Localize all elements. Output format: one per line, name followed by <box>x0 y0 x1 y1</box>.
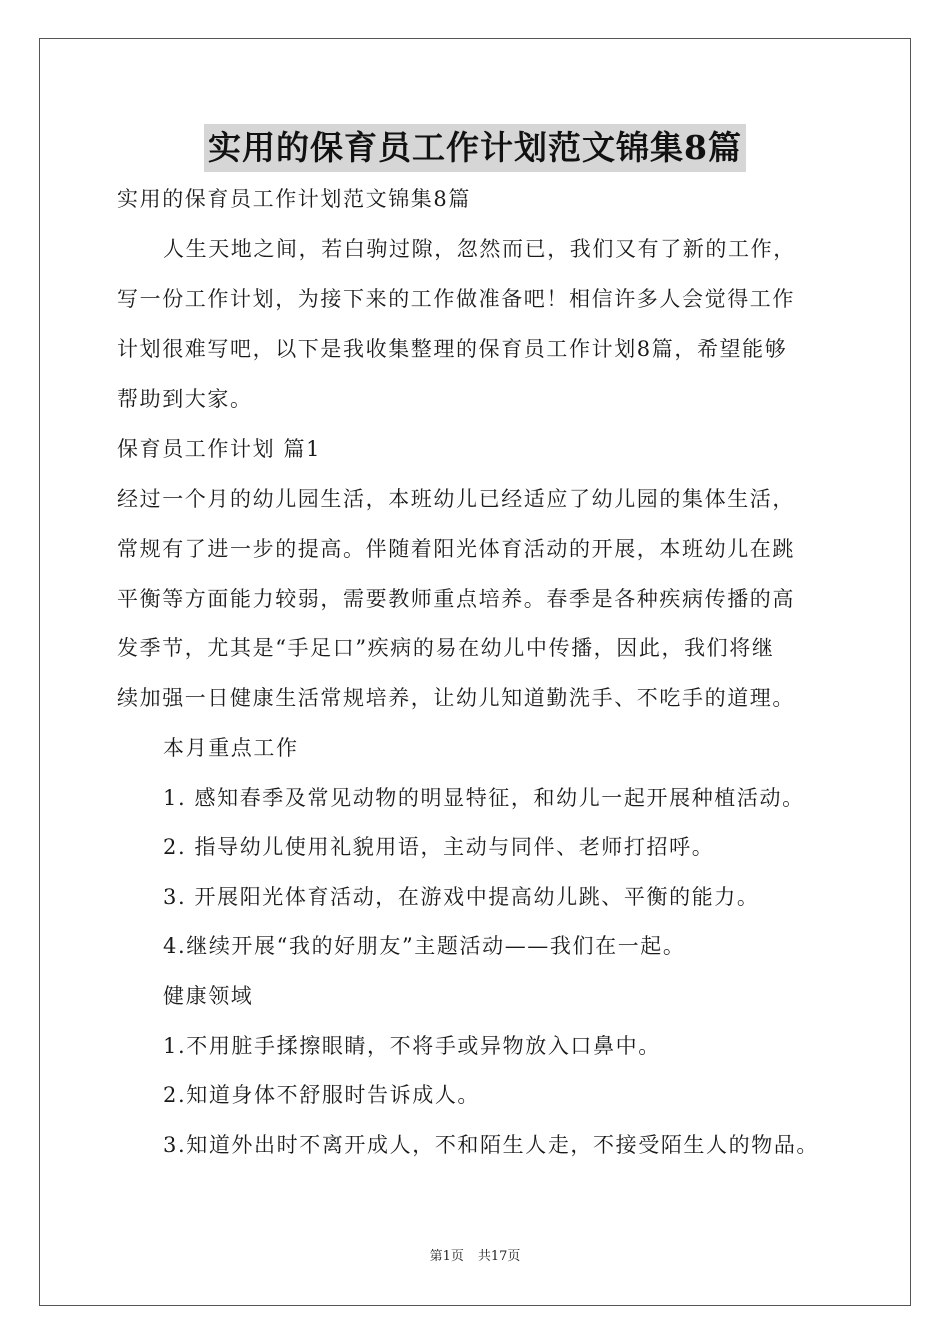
intro-line: 人生天地之间，若白驹过隙，忽然而已，我们又有了新的工作， <box>163 237 796 261</box>
document-title: 实用的保育员工作计划范文锦集8篇 <box>204 124 746 172</box>
health-heading: 健康领域 <box>163 984 254 1008</box>
page-number-total: 共17页 <box>477 1249 521 1264</box>
title-container <box>0 124 950 172</box>
focus-item: 4.继续开展“我的好朋友”主题活动——我们在一起。 <box>163 934 686 958</box>
focus-item: 3. 开展阳光体育活动，在游戏中提高幼儿跳、平衡的能力。 <box>163 885 760 909</box>
focus-item: 1. 感知春季及常见动物的明显特征，和幼儿一起开展种植活动。 <box>163 786 805 810</box>
intro-line: 写一份工作计划，为接下来的工作做准备吧！相信许多人会觉得工作 <box>117 287 795 311</box>
body-line: 经过一个月的幼儿园生活，本班幼儿已经适应了幼儿园的集体生活， <box>117 487 795 511</box>
section-heading: 保育员工作计划 篇1 <box>117 437 322 461</box>
intro-line: 帮助到大家。 <box>117 387 253 411</box>
page-border <box>39 38 911 1306</box>
body-line: 发季节，尤其是“手足口”疾病的易在幼儿中传播，因此，我们将继 <box>117 636 775 660</box>
health-item: 2.知道身体不舒服时告诉成人。 <box>163 1083 481 1107</box>
page-footer <box>0 1248 950 1266</box>
body-line: 续加强一日健康生活常规培养，让幼儿知道勤洗手、不吃手的道理。 <box>117 686 795 710</box>
focus-item: 2. 指导幼儿使用礼貌用语，主动与同伴、老师打招呼。 <box>163 835 715 859</box>
body-line: 平衡等方面能力较弱，需要教师重点培养。春季是各种疾病传播的高 <box>117 587 795 611</box>
health-item: 1.不用脏手揉擦眼睛，不将手或异物放入口鼻中。 <box>163 1034 661 1058</box>
page-number-current: 第1页 <box>429 1249 464 1264</box>
body-line: 常规有了进一步的提高。伴随着阳光体育活动的开展，本班幼儿在跳 <box>117 537 795 561</box>
intro-line: 计划很难写吧，以下是我收集整理的保育员工作计划8篇，希望能够 <box>117 337 788 361</box>
focus-heading: 本月重点工作 <box>163 736 299 760</box>
document-subtitle: 实用的保育员工作计划范文锦集8篇 <box>117 187 471 211</box>
health-item: 3.知道外出时不离开成人，不和陌生人走，不接受陌生人的物品。 <box>163 1133 820 1157</box>
